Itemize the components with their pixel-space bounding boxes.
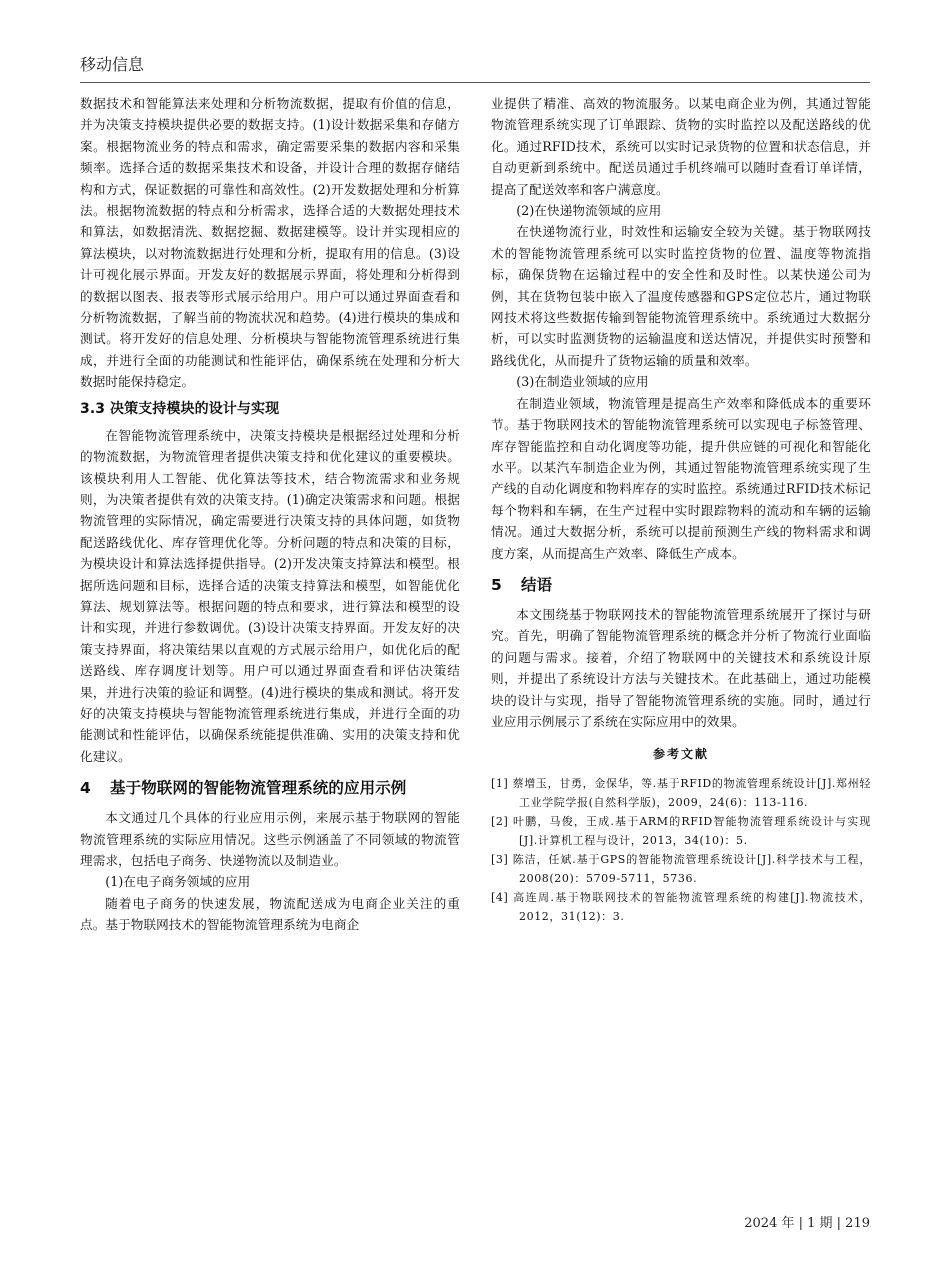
reference-item: [4] 高连周.基于物联网技术的智能物流管理系统的构建[J].物流技术，2012，31(12)：3.	[491, 890, 871, 923]
section-number: 3.3	[80, 400, 106, 417]
section-heading-4	[80, 778, 460, 798]
paragraph: 在智能物流管理系统中，决策支持模块是根据经过处理和分析的物流数据，为物流管理者提供决策支持和优化建议的重要模块。该模块利用人工智能、优化算法等技术，结合物流需求和业务规则，为决策者提供有效的决策支持。(1)确定决策需求和问题。根据物流管理的实际情况，确定需要进行决策支持的具体问题，如货物配送路线优化、库存管理优化等。分析问题的特点和决策的目标，为模块设计和算法选择提供指导。(2)开发决策支持算法和模型。根据所选问题和目标，选择合适的决策支持算法和模型，如智能优化算法、规划算法等。根据问题的特点和要求，进行算法和模型的设计和实现，并进行参数调优。(3)设计决策支持界面。开发友好的决策支持界面，将决策结果以直观的方式展示给用户，如优化后的配送路线、库存调度计划等。用户可以通过界面查看和评估决策结果，并进行决策的验证和调整。(4)进行模块的集成和测试。将开发好的决策支持模块与智能物流管理系统进行集成，并进行全面的功能测试和性能评估，以确保系统能提供准确、实用的决策支持和优化建议。	[80, 427, 460, 764]
reference-item: [3] 陈洁，任斌.基于GPS的智能物流管理系统设计[J].科学技术与工程，2008(20)：5709-5711，5736.	[491, 852, 871, 885]
left-column	[80, 93, 460, 936]
header-divider	[80, 82, 870, 83]
section-number: 4	[80, 779, 91, 798]
paragraph: 在快递物流行业，时效性和运输安全较为关键。基于物联网技术的智能物流管理系统可以实时监控货物的位置、温度等物流指标，确保货物在运输过程中的安全性和及时性。以某快递公司为例，其在货物包装中嵌入了温度传感器和GPS定位芯片，通过物联网技术将这些数据传输到智能物流管理系统中。系统通过大数据分析，可以实时监测货物的运输温度和送达情况，并提供实时预警和路线优化，从而提升了货物运输的质量和效率。	[491, 224, 871, 368]
reference-item: [1] 蔡增玉，甘勇，金保华，等.基于RFID的物流管理系统设计[J].郑州轻工业学院学报(自然科学版)，2009，24(6)：113-116.	[491, 776, 871, 809]
page-footer: 2024 年 | 1 期 | 219	[744, 1216, 870, 1231]
section-heading-5	[491, 575, 871, 595]
reference-item: [2] 叶鹏，马俊，王成.基于ARM的RFID智能物流管理系统设计与实现[J].计算机工程与设计，2013，34(10)：5.	[491, 814, 871, 847]
paragraph: 随着电子商务的快速发展，物流配送成为电商企业关注的重点。基于物联网技术的智能物流管理系统为电商企	[80, 895, 460, 933]
subsection-title: (3)在制造业领域的应用	[516, 374, 649, 390]
journal-title: 移动信息	[80, 55, 145, 74]
section-title: 结语	[521, 575, 553, 594]
paragraph: 在制造业领域，物流管理是提高生产效率和降低成本的重要环节。基于物联网技术的智能物流管理系统可以实现电子标签管理、库存智能监控和自动化调度等功能，提升供应链的可视化和智能化水平。以某汽车制造企业为例，其通过智能物流管理系统实现了生产线的自动化调度和物料库存的实时监控。系统通过RFID技术标记每个物料和车辆，在生产过程中实时跟踪物料的流动和车辆的运输情况。通过大数据分析，系统可以提前预测生产线的物料需求和调度方案，从而提高生产效率、降低生产成本。	[491, 395, 871, 561]
paragraph: 本文围绕基于物联网技术的智能物流管理系统展开了探讨与研究。首先，明确了智能物流管理系统的概念并分析了物流行业面临的问题与需求。接着，介绍了物联网中的关键技术和系统设计原则，并提出了系统设计方法与关键技术。在此基础上，通过功能模块的设计与实现，指导了智能物流管理系统的实施。同时，通过行业应用示例展示了系统在实际应用中的效果。	[491, 606, 871, 729]
section-title: 决策支持模块的设计与实现	[110, 400, 280, 417]
paragraph-continued: 数据技术和智能算法来处理和分析物流数据，提取有价值的信息，并为决策支持模块提供必要的数据支持。(1)设计数据采集和存储方案。根据物流业务的特点和需求，确定需要采集的数据内容和采集频率。选择合适的数据采集技术和设备，并设计合理的数据存储结构和方式，保证数据的可靠性和高效性。(2)开发数据处理和分析算法。根据物流数据的特点和分析需求，选择合适的大数据处理技术和算法，如数据清洗、数据挖掘、数据建模等。设计并实现相应的算法模块，以对物流数据进行处理和分析，提取有用的信息。(3)设计可视化展示界面。开发友好的数据展示界面，将处理和分析得到的数据以图表、报表等形式展示给用户。用户可以通过界面查看和分析物流数据，了解当前的物流状况和趋势。(4)进行模块的集成和测试。将开发好的信息处理、分析模块与智能物流管理系统进行集成，并进行全面的功能测试和性能评估，确保系统在处理和分析大数据时能保持稳定。	[80, 96, 460, 390]
paragraph-continued: 业提供了精准、高效的物流服务。以某电商企业为例，其通过智能物流管理系统实现了订单跟踪、货物的实时监控以及配送路线的优化。通过RFID技术，系统可以实时记录货物的位置和状态信息，并自动更新到系统中。配送员通过手机终端可以随时查看订单详情，提高了配送效率和客户满意度。	[491, 96, 871, 197]
right-column	[491, 93, 871, 926]
section-title: 基于物联网的智能物流管理系统的应用示例	[110, 779, 407, 798]
section-heading-3-3	[80, 399, 460, 419]
paragraph: 本文通过几个具体的行业应用示例，来展示基于物联网的智能物流管理系统的实际应用情况。这些示例涵盖了不同领域的物流管理需求，包括电子商务、快递物流以及制造业。	[80, 810, 460, 868]
subsection-title: (2)在快递物流领域的应用	[516, 203, 662, 219]
section-number: 5	[491, 575, 502, 594]
references-title: 参考文献	[652, 747, 709, 762]
subsection-title: (1)在电子商务领域的应用	[105, 874, 251, 890]
